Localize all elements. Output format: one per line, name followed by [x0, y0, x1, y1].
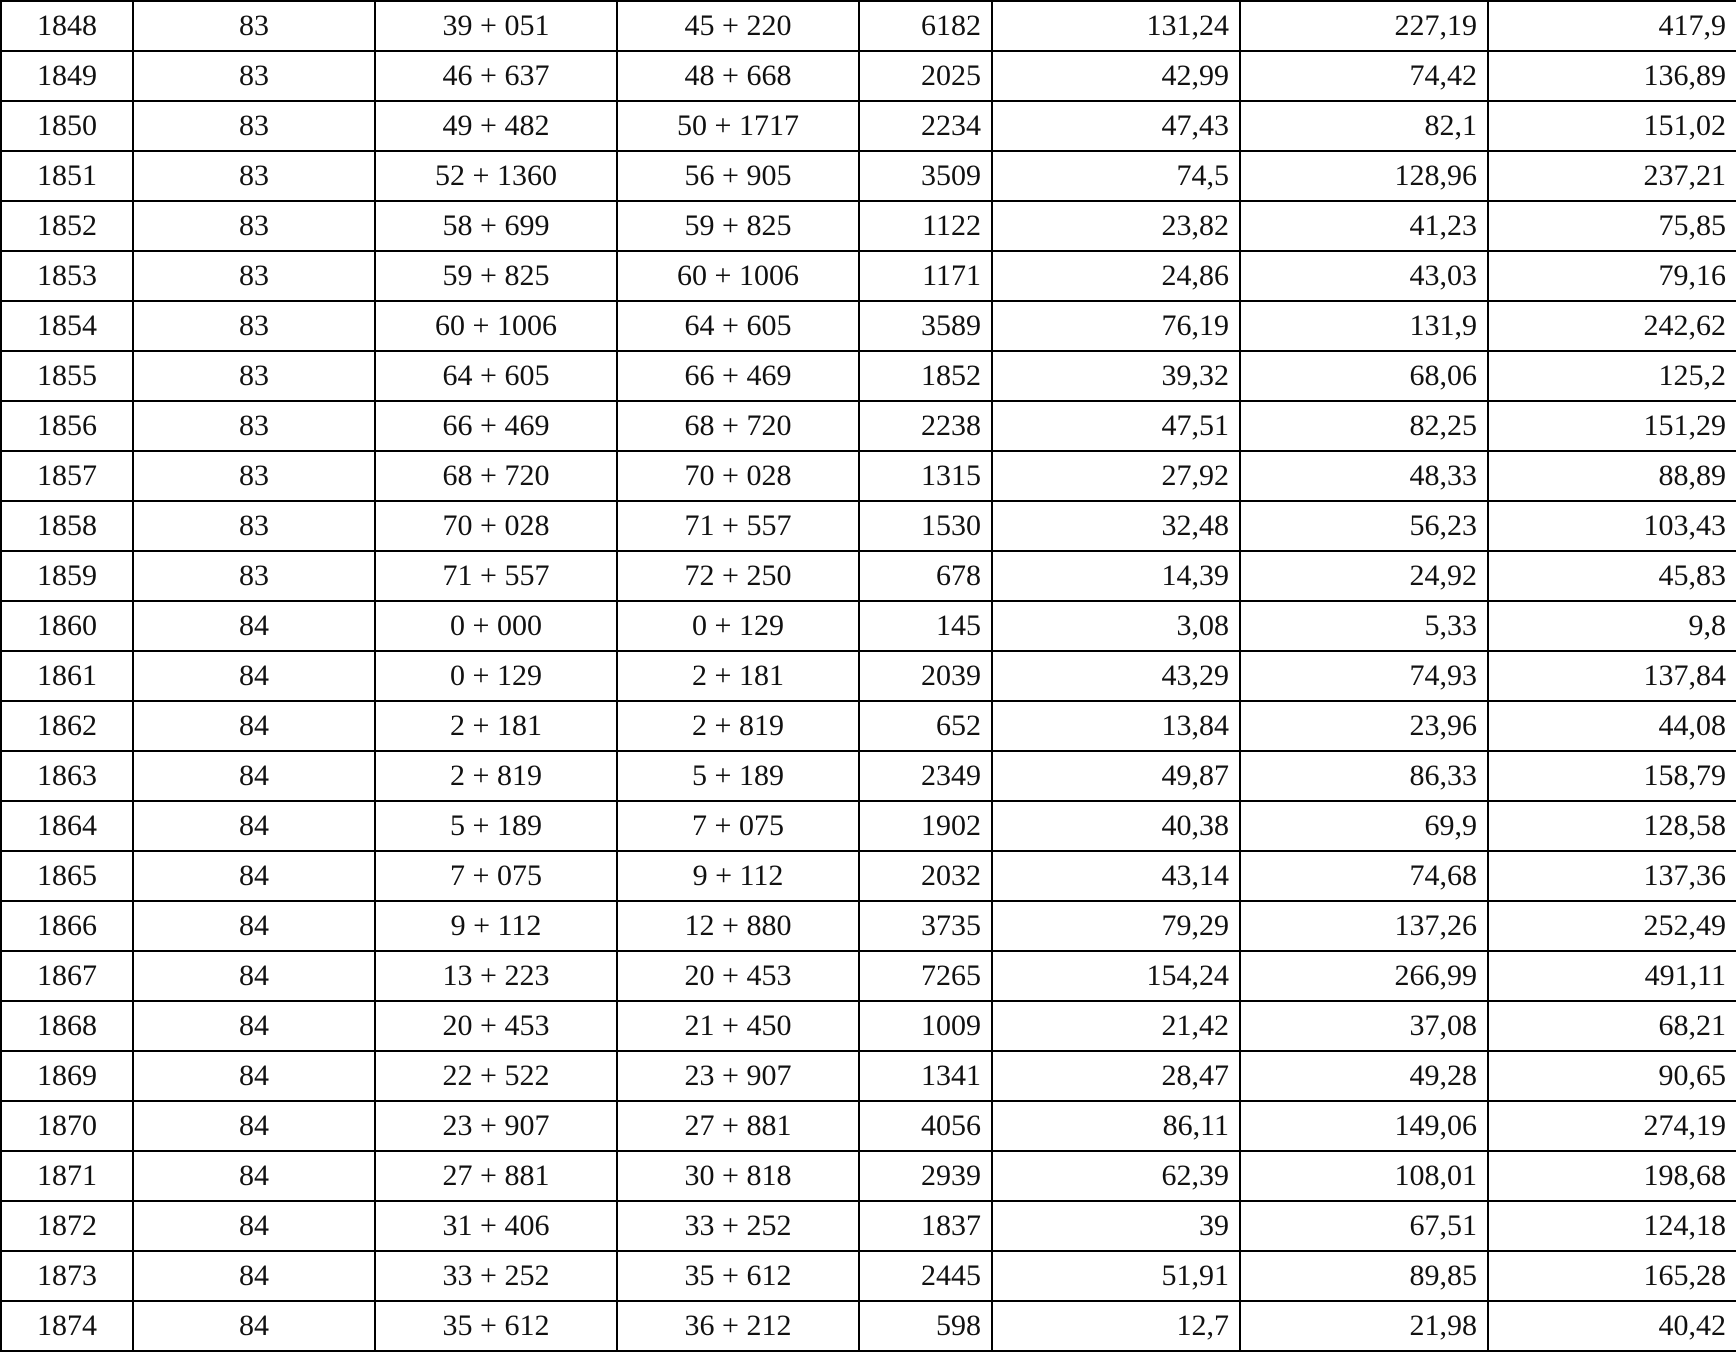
cell-road: 83	[133, 201, 375, 251]
cell-value-b: 82,1	[1240, 101, 1488, 151]
cell-road: 83	[133, 1, 375, 51]
cell-end-km: 48 + 668	[617, 51, 859, 101]
cell-value-c: 198,68	[1488, 1151, 1736, 1201]
cell-value-b: 149,06	[1240, 1101, 1488, 1151]
cell-value-b: 128,96	[1240, 151, 1488, 201]
cell-value-c: 137,84	[1488, 651, 1736, 701]
cell-start-km: 39 + 051	[375, 1, 617, 51]
cell-id: 1870	[1, 1101, 133, 1151]
cell-end-km: 36 + 212	[617, 1301, 859, 1351]
table-row	[1, 251, 1736, 301]
cell-value-a: 47,43	[992, 101, 1240, 151]
cell-start-km: 35 + 612	[375, 1301, 617, 1351]
cell-start-km: 68 + 720	[375, 451, 617, 501]
cell-end-km: 45 + 220	[617, 1, 859, 51]
cell-start-km: 2 + 819	[375, 751, 617, 801]
cell-end-km: 5 + 189	[617, 751, 859, 801]
cell-value-a: 42,99	[992, 51, 1240, 101]
cell-road: 83	[133, 451, 375, 501]
cell-value-a: 131,24	[992, 1, 1240, 51]
cell-length: 678	[859, 551, 992, 601]
cell-length: 7265	[859, 951, 992, 1001]
cell-length: 1171	[859, 251, 992, 301]
table-row	[1, 101, 1736, 151]
cell-length: 2234	[859, 101, 992, 151]
table-row	[1, 501, 1736, 551]
cell-id: 1857	[1, 451, 133, 501]
cell-value-c: 237,21	[1488, 151, 1736, 201]
cell-road: 84	[133, 1301, 375, 1351]
cell-road: 84	[133, 601, 375, 651]
cell-value-c: 124,18	[1488, 1201, 1736, 1251]
cell-start-km: 23 + 907	[375, 1101, 617, 1151]
cell-end-km: 59 + 825	[617, 201, 859, 251]
cell-start-km: 71 + 557	[375, 551, 617, 601]
cell-start-km: 27 + 881	[375, 1151, 617, 1201]
cell-id: 1849	[1, 51, 133, 101]
cell-id: 1855	[1, 351, 133, 401]
cell-value-b: 67,51	[1240, 1201, 1488, 1251]
cell-value-b: 48,33	[1240, 451, 1488, 501]
cell-end-km: 30 + 818	[617, 1151, 859, 1201]
cell-id: 1852	[1, 201, 133, 251]
cell-id: 1851	[1, 151, 133, 201]
cell-value-b: 74,42	[1240, 51, 1488, 101]
cell-value-b: 37,08	[1240, 1001, 1488, 1051]
cell-length: 2445	[859, 1251, 992, 1301]
cell-value-b: 69,9	[1240, 801, 1488, 851]
cell-end-km: 66 + 469	[617, 351, 859, 401]
cell-length: 3589	[859, 301, 992, 351]
table-row	[1, 651, 1736, 701]
cell-value-b: 82,25	[1240, 401, 1488, 451]
cell-length: 2238	[859, 401, 992, 451]
cell-id: 1856	[1, 401, 133, 451]
cell-value-c: 242,62	[1488, 301, 1736, 351]
cell-start-km: 33 + 252	[375, 1251, 617, 1301]
cell-start-km: 5 + 189	[375, 801, 617, 851]
table-row	[1, 701, 1736, 751]
cell-value-b: 131,9	[1240, 301, 1488, 351]
cell-value-a: 79,29	[992, 901, 1240, 951]
table-row	[1, 551, 1736, 601]
cell-value-a: 21,42	[992, 1001, 1240, 1051]
table-row	[1, 1, 1736, 51]
cell-length: 1341	[859, 1051, 992, 1101]
cell-value-c: 128,58	[1488, 801, 1736, 851]
cell-value-a: 3,08	[992, 601, 1240, 651]
cell-value-a: 86,11	[992, 1101, 1240, 1151]
cell-value-c: 103,43	[1488, 501, 1736, 551]
table-row	[1, 401, 1736, 451]
cell-value-c: 165,28	[1488, 1251, 1736, 1301]
cell-value-c: 9,8	[1488, 601, 1736, 651]
cell-value-c: 75,85	[1488, 201, 1736, 251]
cell-value-a: 24,86	[992, 251, 1240, 301]
cell-end-km: 12 + 880	[617, 901, 859, 951]
cell-value-b: 5,33	[1240, 601, 1488, 651]
cell-length: 4056	[859, 1101, 992, 1151]
cell-value-a: 27,92	[992, 451, 1240, 501]
cell-end-km: 2 + 819	[617, 701, 859, 751]
cell-end-km: 71 + 557	[617, 501, 859, 551]
cell-value-c: 158,79	[1488, 751, 1736, 801]
cell-length: 1852	[859, 351, 992, 401]
cell-id: 1850	[1, 101, 133, 151]
cell-id: 1860	[1, 601, 133, 651]
cell-end-km: 0 + 129	[617, 601, 859, 651]
cell-length: 3735	[859, 901, 992, 951]
table-row	[1, 301, 1736, 351]
cell-start-km: 58 + 699	[375, 201, 617, 251]
cell-value-a: 49,87	[992, 751, 1240, 801]
cell-start-km: 49 + 482	[375, 101, 617, 151]
cell-start-km: 64 + 605	[375, 351, 617, 401]
cell-value-a: 28,47	[992, 1051, 1240, 1101]
cell-start-km: 2 + 181	[375, 701, 617, 751]
cell-id: 1848	[1, 1, 133, 51]
cell-start-km: 66 + 469	[375, 401, 617, 451]
cell-value-c: 417,9	[1488, 1, 1736, 51]
cell-start-km: 60 + 1006	[375, 301, 617, 351]
cell-road: 83	[133, 401, 375, 451]
table-row	[1, 1301, 1736, 1351]
cell-length: 2039	[859, 651, 992, 701]
cell-id: 1874	[1, 1301, 133, 1351]
cell-length: 652	[859, 701, 992, 751]
cell-end-km: 64 + 605	[617, 301, 859, 351]
cell-start-km: 20 + 453	[375, 1001, 617, 1051]
cell-value-b: 74,93	[1240, 651, 1488, 701]
table-row	[1, 751, 1736, 801]
table-row	[1, 1251, 1736, 1301]
table-row	[1, 151, 1736, 201]
cell-id: 1872	[1, 1201, 133, 1251]
table-row	[1, 901, 1736, 951]
cell-length: 3509	[859, 151, 992, 201]
cell-id: 1861	[1, 651, 133, 701]
cell-value-c: 44,08	[1488, 701, 1736, 751]
cell-value-b: 137,26	[1240, 901, 1488, 951]
cell-value-a: 154,24	[992, 951, 1240, 1001]
cell-length: 2032	[859, 851, 992, 901]
table-row	[1, 1001, 1736, 1051]
cell-road: 84	[133, 1151, 375, 1201]
cell-length: 1530	[859, 501, 992, 551]
cell-value-b: 108,01	[1240, 1151, 1488, 1201]
cell-value-b: 24,92	[1240, 551, 1488, 601]
cell-road: 84	[133, 1251, 375, 1301]
table-row	[1, 1051, 1736, 1101]
cell-road: 83	[133, 351, 375, 401]
cell-end-km: 68 + 720	[617, 401, 859, 451]
table-row	[1, 51, 1736, 101]
cell-road: 83	[133, 301, 375, 351]
cell-id: 1858	[1, 501, 133, 551]
cell-value-a: 76,19	[992, 301, 1240, 351]
cell-value-b: 23,96	[1240, 701, 1488, 751]
table-row	[1, 451, 1736, 501]
cell-id: 1862	[1, 701, 133, 751]
cell-start-km: 7 + 075	[375, 851, 617, 901]
cell-id: 1868	[1, 1001, 133, 1051]
cell-value-c: 88,89	[1488, 451, 1736, 501]
cell-id: 1863	[1, 751, 133, 801]
cell-length: 1837	[859, 1201, 992, 1251]
cell-id: 1853	[1, 251, 133, 301]
cell-road: 84	[133, 1001, 375, 1051]
cell-end-km: 7 + 075	[617, 801, 859, 851]
cell-value-b: 21,98	[1240, 1301, 1488, 1351]
cell-end-km: 27 + 881	[617, 1101, 859, 1151]
cell-value-c: 491,11	[1488, 951, 1736, 1001]
cell-length: 6182	[859, 1, 992, 51]
cell-start-km: 9 + 112	[375, 901, 617, 951]
cell-value-a: 43,14	[992, 851, 1240, 901]
cell-value-a: 12,7	[992, 1301, 1240, 1351]
cell-end-km: 21 + 450	[617, 1001, 859, 1051]
cell-value-b: 49,28	[1240, 1051, 1488, 1101]
cell-value-a: 23,82	[992, 201, 1240, 251]
cell-value-c: 90,65	[1488, 1051, 1736, 1101]
cell-road: 84	[133, 851, 375, 901]
cell-end-km: 60 + 1006	[617, 251, 859, 301]
cell-value-c: 68,21	[1488, 1001, 1736, 1051]
cell-value-c: 252,49	[1488, 901, 1736, 951]
cell-id: 1865	[1, 851, 133, 901]
cell-road: 84	[133, 901, 375, 951]
cell-value-b: 43,03	[1240, 251, 1488, 301]
table-row	[1, 351, 1736, 401]
cell-value-a: 39	[992, 1201, 1240, 1251]
cell-value-a: 32,48	[992, 501, 1240, 551]
cell-start-km: 0 + 000	[375, 601, 617, 651]
cell-end-km: 56 + 905	[617, 151, 859, 201]
cell-id: 1869	[1, 1051, 133, 1101]
cell-end-km: 2 + 181	[617, 651, 859, 701]
cell-road: 83	[133, 501, 375, 551]
cell-end-km: 50 + 1717	[617, 101, 859, 151]
cell-length: 1122	[859, 201, 992, 251]
cell-value-a: 51,91	[992, 1251, 1240, 1301]
cell-road: 83	[133, 151, 375, 201]
cell-end-km: 35 + 612	[617, 1251, 859, 1301]
cell-length: 145	[859, 601, 992, 651]
cell-length: 1902	[859, 801, 992, 851]
cell-value-a: 62,39	[992, 1151, 1240, 1201]
cell-length: 2939	[859, 1151, 992, 1201]
cell-road: 84	[133, 801, 375, 851]
cell-value-c: 274,19	[1488, 1101, 1736, 1151]
cell-id: 1873	[1, 1251, 133, 1301]
cell-road: 83	[133, 101, 375, 151]
cell-value-b: 89,85	[1240, 1251, 1488, 1301]
cell-road: 83	[133, 51, 375, 101]
table-row	[1, 801, 1736, 851]
cell-start-km: 22 + 522	[375, 1051, 617, 1101]
cell-end-km: 23 + 907	[617, 1051, 859, 1101]
cell-value-b: 227,19	[1240, 1, 1488, 51]
cell-id: 1859	[1, 551, 133, 601]
cell-value-b: 56,23	[1240, 501, 1488, 551]
cell-value-b: 68,06	[1240, 351, 1488, 401]
cell-start-km: 52 + 1360	[375, 151, 617, 201]
cell-start-km: 46 + 637	[375, 51, 617, 101]
cell-end-km: 33 + 252	[617, 1201, 859, 1251]
cell-length: 2025	[859, 51, 992, 101]
cell-road: 84	[133, 751, 375, 801]
cell-value-c: 151,02	[1488, 101, 1736, 151]
cell-road: 84	[133, 1051, 375, 1101]
cell-value-c: 151,29	[1488, 401, 1736, 451]
cell-value-c: 40,42	[1488, 1301, 1736, 1351]
cell-start-km: 31 + 406	[375, 1201, 617, 1251]
cell-road: 84	[133, 1201, 375, 1251]
table-row	[1, 201, 1736, 251]
cell-start-km: 70 + 028	[375, 501, 617, 551]
cell-road: 83	[133, 551, 375, 601]
cell-road: 84	[133, 1101, 375, 1151]
cell-length: 2349	[859, 751, 992, 801]
cell-id: 1871	[1, 1151, 133, 1201]
cell-start-km: 13 + 223	[375, 951, 617, 1001]
cell-length: 598	[859, 1301, 992, 1351]
cell-value-a: 43,29	[992, 651, 1240, 701]
cell-value-a: 40,38	[992, 801, 1240, 851]
table-row	[1, 851, 1736, 901]
cell-value-b: 41,23	[1240, 201, 1488, 251]
cell-start-km: 0 + 129	[375, 651, 617, 701]
cell-value-a: 47,51	[992, 401, 1240, 451]
cell-value-c: 136,89	[1488, 51, 1736, 101]
cell-road: 84	[133, 651, 375, 701]
cell-road: 84	[133, 701, 375, 751]
table-row	[1, 1151, 1736, 1201]
cell-value-c: 125,2	[1488, 351, 1736, 401]
cell-value-a: 14,39	[992, 551, 1240, 601]
cell-end-km: 20 + 453	[617, 951, 859, 1001]
table-body	[1, 1, 1736, 1351]
table-row	[1, 951, 1736, 1001]
cell-value-a: 74,5	[992, 151, 1240, 201]
cell-value-b: 74,68	[1240, 851, 1488, 901]
cell-value-a: 13,84	[992, 701, 1240, 751]
cell-road: 84	[133, 951, 375, 1001]
cell-id: 1867	[1, 951, 133, 1001]
cell-road: 83	[133, 251, 375, 301]
cell-value-c: 45,83	[1488, 551, 1736, 601]
cell-id: 1866	[1, 901, 133, 951]
cell-length: 1315	[859, 451, 992, 501]
cell-end-km: 72 + 250	[617, 551, 859, 601]
cell-value-c: 137,36	[1488, 851, 1736, 901]
cell-start-km: 59 + 825	[375, 251, 617, 301]
table-row	[1, 601, 1736, 651]
cell-end-km: 70 + 028	[617, 451, 859, 501]
cell-length: 1009	[859, 1001, 992, 1051]
cell-value-a: 39,32	[992, 351, 1240, 401]
cell-value-b: 86,33	[1240, 751, 1488, 801]
cell-id: 1854	[1, 301, 133, 351]
cell-id: 1864	[1, 801, 133, 851]
cell-value-b: 266,99	[1240, 951, 1488, 1001]
table-row	[1, 1101, 1736, 1151]
table-row	[1, 1201, 1736, 1251]
cell-value-c: 79,16	[1488, 251, 1736, 301]
cell-end-km: 9 + 112	[617, 851, 859, 901]
